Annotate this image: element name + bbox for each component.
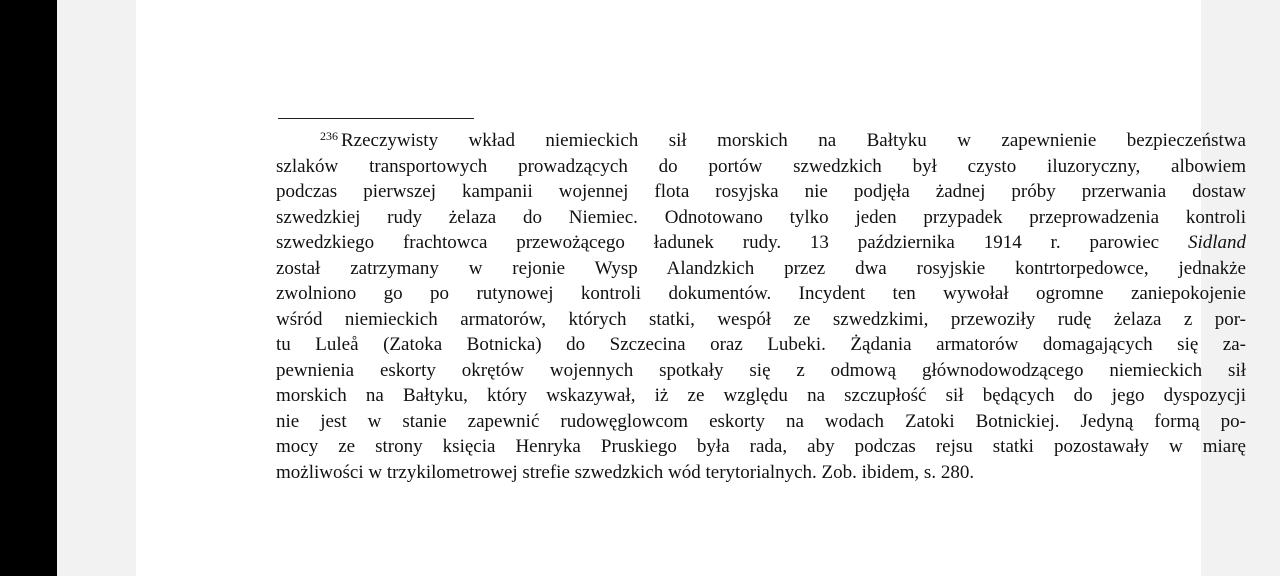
footnote-line: $^{236}$ Rzeczywisty wkład niemieckich sił morskich na Bałtyku w zapewnienie bezpieczeństwa <box>320 129 1246 151</box>
footnote-separator <box>278 118 474 119</box>
footnote-line: nie jest w stanie zapewnić rudowęglowcom eskorty na wodach Zatoki Botnickiej. Jedyną formą po- <box>276 410 1246 432</box>
footnote-line: możliwości w trzykilometrowej strefie szwedzkich wód terytorialnych. Zob. ibidem, s. 280. <box>276 461 975 483</box>
left-bezel <box>0 0 57 576</box>
footnote-line: podczas pierwszej kampanii wojennej flota rosyjska nie podjęła żadnej próby przerwania dostaw <box>276 181 1246 202</box>
footnote-line: wśród niemieckich armatorów, których statki, wespół ze szwedzkimi, przewoziły rudę żelaza z por- <box>276 308 1246 330</box>
footnote-number: 236 <box>320 129 338 143</box>
footnote-line: morskich na Bałtyku, który wskazywał, iż ze względu na szczupłość sił będących do jego dyspozycji <box>276 385 1246 406</box>
footnote-line: szwedzkiej rudy żelaza do Niemiec. Odnotowano tylko jeden przypadek przeprowadzenia kontroli <box>276 206 1246 228</box>
footnote-line: zwolniono go po rutynowej kontroli dokumentów. Incydent ten wywołał ogromne zaniepokojenie <box>276 283 1246 304</box>
footnote-line: tu Luleå (Zatoka Botnicka) do Szczecina oraz Lubeki. Żądania armatorów domagających się za- <box>276 334 1246 355</box>
footnote-line: został zatrzymany w rejonie Wysp Alandzkich przez dwa rosyjskie kontrtorpedowce, jednakże <box>276 257 1246 279</box>
footnote-line: mocy ze strony księcia Henryka Pruskiego była rada, aby podczas rejsu statki pozostawały w miarę <box>276 436 1246 457</box>
footnote-line: szwedzkiego frachtowca przewożącego ładunek rudy. 13 października 1914 r. parowiec Sidland <box>276 232 1246 253</box>
document-page[interactable] <box>136 0 1246 576</box>
footnote <box>276 124 1246 485</box>
ship-name: Sidland <box>1187 232 1246 253</box>
left-gutter <box>57 0 136 576</box>
footnote-line: szlaków transportowych prowadzących do portów szwedzkich był czysto iluzoryczny, albowiem <box>276 155 1246 177</box>
footnote-line: pewnienia eskorty okrętów wojennych spotkały się z odmową głównodowodzącego niemieckich sił <box>276 359 1246 381</box>
